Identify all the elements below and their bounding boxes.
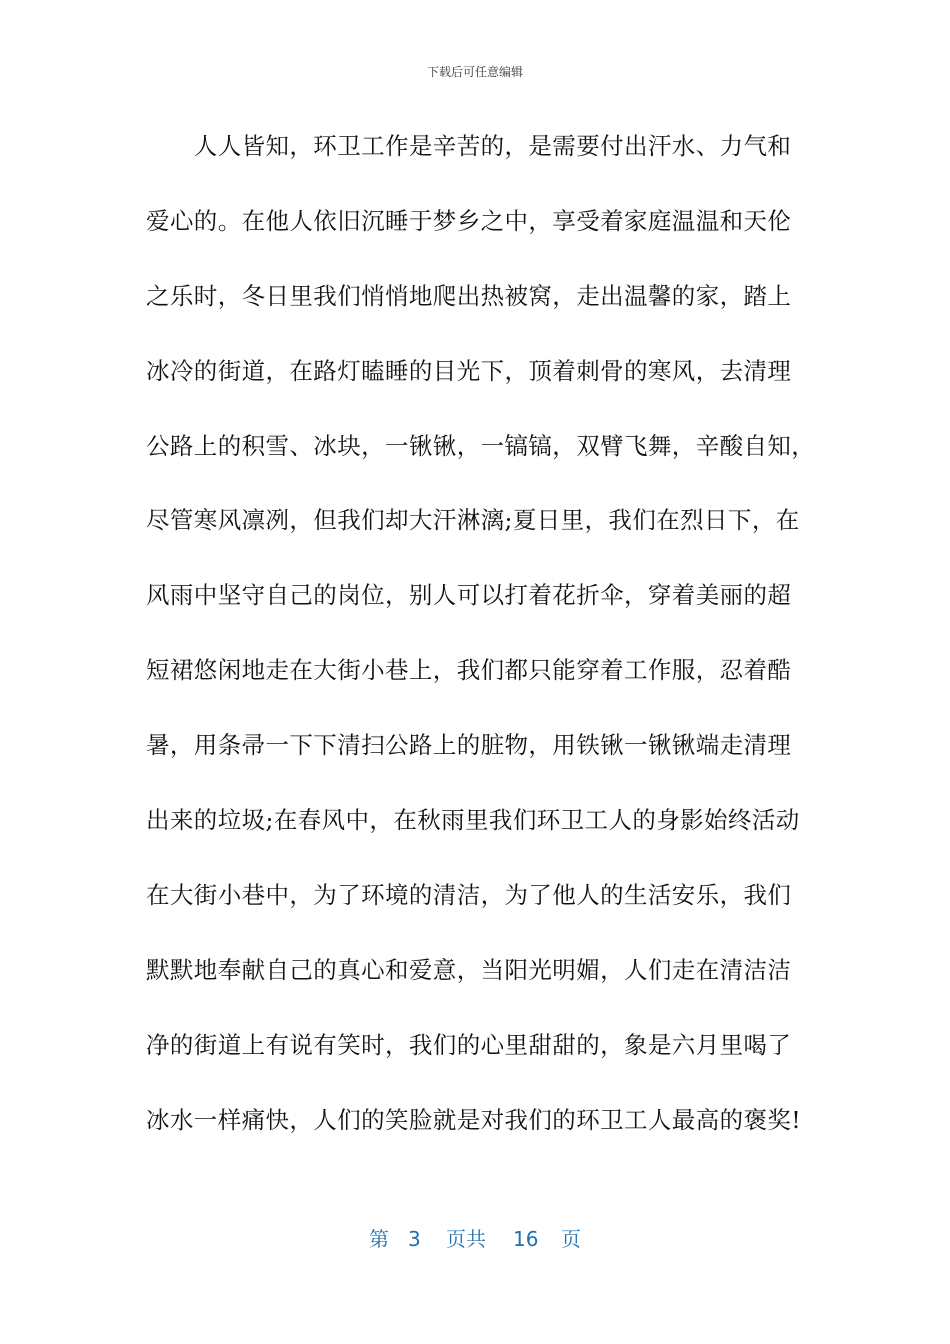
text-line: 短裙悠闲地走在大街小巷上，我们都只能穿着工作服，忍着酷 — [146, 656, 792, 685]
text-line: 暑，用条帚一下下清扫公路上的脏物，用铁锹一锹锹端走清理 — [146, 731, 792, 760]
text-line: 净的街道上有说有笑时，我们的心里甜甜的，象是六月里喝了 — [146, 1030, 792, 1059]
text-line: 爱心的。在他人依旧沉睡于梦乡之中，享受着家庭温温和天伦 — [146, 206, 792, 235]
text-line: 之乐时，冬日里我们悄悄地爬出热被窝，走出温馨的家，踏上 — [146, 281, 792, 310]
page-number-footer — [0, 1224, 950, 1254]
text-line: 人人皆知，环卫工作是辛苦的，是需要付出汗水、力气和 — [146, 132, 792, 160]
page-header-note: 下载后可任意编辑 — [426, 65, 523, 79]
text-line: 冰冷的街道，在路灯瞌睡的目光下，顶着刺骨的寒风，去清理 — [146, 356, 792, 385]
page-number-middle: 页共 — [446, 1227, 486, 1251]
document-body — [146, 126, 816, 1174]
text-line: 风雨中坚守自己的岗位，别人可以打着花折伞，穿着美丽的超 — [146, 581, 792, 610]
total-page-count: 16 — [513, 1227, 539, 1251]
text-line: 默默地奉献自己的真心和爱意，当阳光明媚，人们走在清洁洁 — [146, 955, 792, 984]
text-line: 在大街小巷中，为了环境的清洁，为了他人的生活安乐，我们 — [146, 880, 792, 909]
text-line: 出来的垃圾;在春风中，在秋雨里我们环卫工人的身影始终活动 — [146, 806, 800, 835]
text-line: 冰水一样痛快，人们的笑脸就是对我们的环卫工人最高的褒奖! — [146, 1105, 802, 1134]
current-page-number: 3 — [408, 1227, 421, 1251]
page-number-prefix: 第 — [369, 1227, 389, 1251]
text-line: 尽管寒风凛冽，但我们却大汗淋漓;夏日里，我们在烈日下，在 — [146, 506, 800, 535]
page-number-suffix: 页 — [561, 1227, 581, 1251]
text-line: 公路上的积雪、冰块，一锹锹，一镐镐，双臂飞舞，辛酸自知， — [146, 431, 816, 460]
